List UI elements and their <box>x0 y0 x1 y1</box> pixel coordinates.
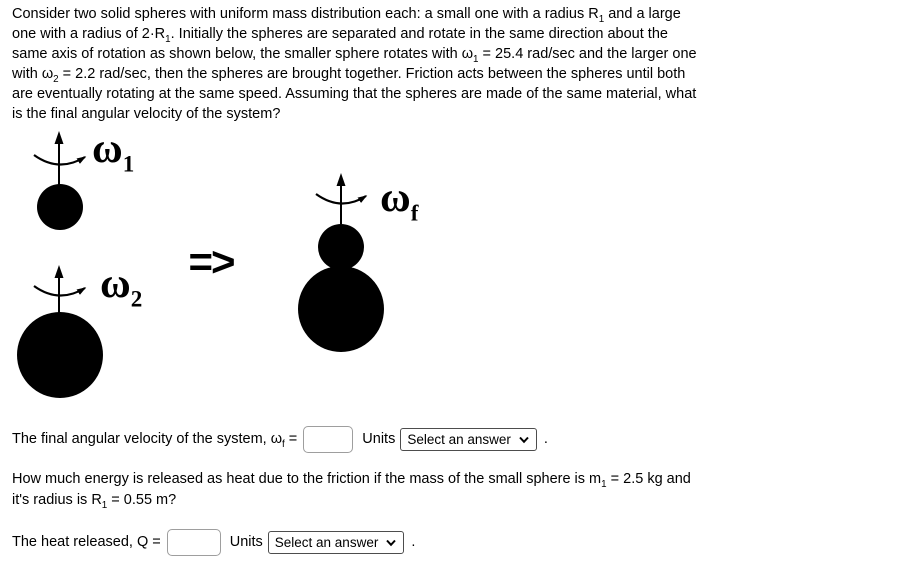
combined-large-sphere <box>298 266 384 352</box>
units-label: Units <box>362 431 396 447</box>
statement-line: with $\omega_2 = 2.2$ rad/sec, then the spheres are brought together. Friction acts between the spheres until both <box>12 66 686 85</box>
transition-arrow: => <box>188 238 234 285</box>
omegaf-label: $\omega_f$ <box>380 175 419 226</box>
omega2-label: $\omega_2$ <box>100 261 143 312</box>
sentence-period: . <box>411 534 416 550</box>
small-sphere <box>37 184 83 230</box>
small-sphere-figure <box>34 131 85 230</box>
problem-statement <box>12 4 697 124</box>
omega-f-answer-label: The final angular velocity of the system, $\omega_f$ = <box>12 431 298 450</box>
rotation-axis-arrowhead <box>55 131 64 144</box>
omega-f-answer-input[interactable] <box>303 426 353 453</box>
combined-small-sphere <box>318 224 364 270</box>
omega-f-units-select[interactable] <box>400 428 537 451</box>
statement-line: is the final angular velocity of the system? <box>12 106 281 122</box>
omega1-label: $\omega_1$ <box>92 126 135 177</box>
question-line: How much energy is released as heat due to the friction if the mass of the small sphere is $m_1 = 2.5$ kg and <box>12 471 691 490</box>
heat-question <box>12 469 691 511</box>
chevron-down-icon <box>385 539 397 547</box>
large-sphere-figure <box>17 265 103 398</box>
heat-answer-label: The heat released, Q = <box>12 534 161 550</box>
select-value: Select an answer <box>407 431 511 447</box>
statement-line: Consider two solid spheres with uniform mass distribution each: a small one with a radius $R_1$ and a large <box>12 6 681 25</box>
large-sphere <box>17 312 103 398</box>
statement-line: same axis of rotation as shown below, the smaller sphere rotates with $\omega_1 = 25.4$ rad/sec and the larger one <box>12 46 697 65</box>
heat-answer-input[interactable] <box>167 529 221 556</box>
statement-line: one with a radius of $2\cdot R_1$. Initially the spheres are separated and rotate in the same direction about the <box>12 26 668 45</box>
question-line: it's radius is $R_1 = 0.55$ m? <box>12 492 177 511</box>
sentence-period: . <box>543 431 548 447</box>
statement-line: are eventually rotating at the same speed. Assuming that the spheres are made of the same material, what <box>12 86 697 102</box>
rotation-axis-arrowhead <box>55 265 64 278</box>
answer-row-omega <box>12 424 548 454</box>
heat-units-select[interactable] <box>268 531 405 554</box>
combined-spheres-figure <box>298 173 384 352</box>
chevron-down-icon <box>518 436 530 444</box>
units-label: Units <box>229 534 263 550</box>
rotation-axis-arrowhead <box>337 173 346 186</box>
select-value: Select an answer <box>274 534 379 550</box>
answer-row-heat <box>12 527 415 557</box>
